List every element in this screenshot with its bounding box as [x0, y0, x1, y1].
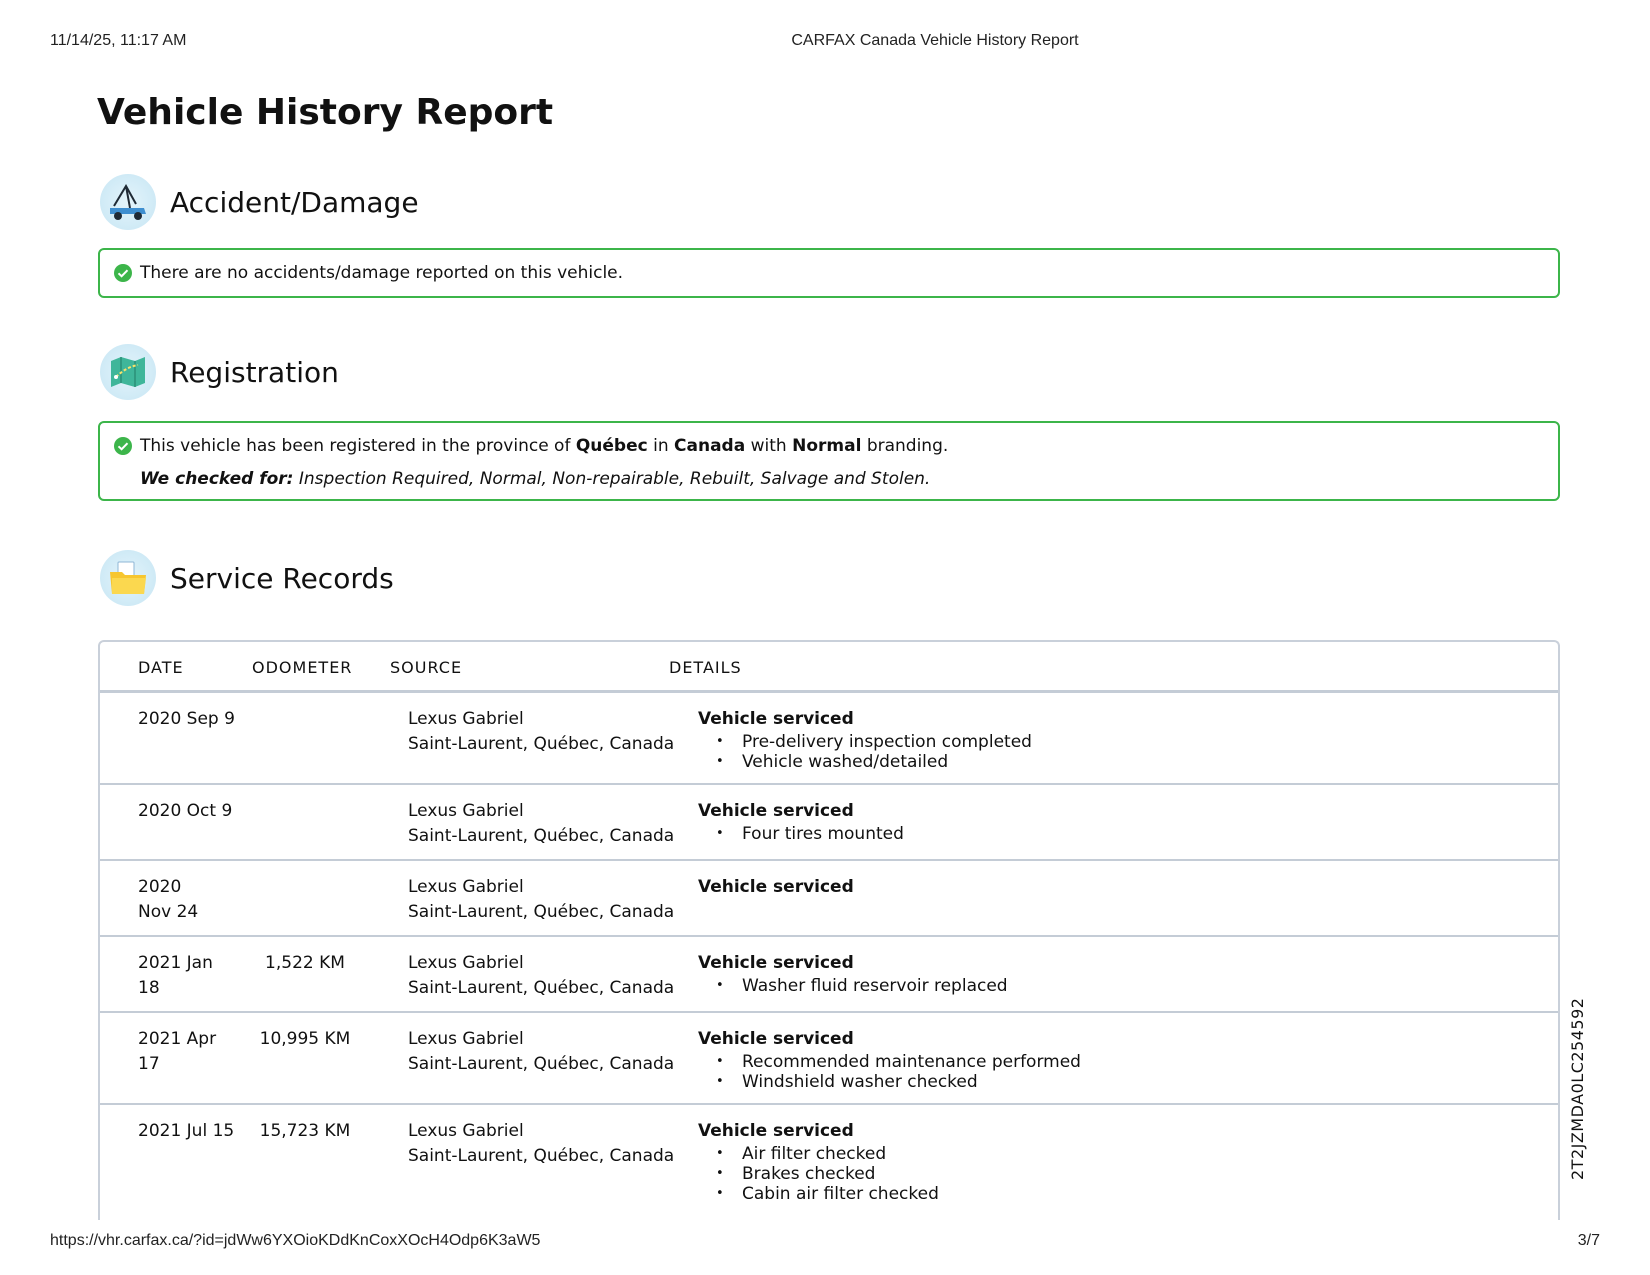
- registration-section-title: Registration: [170, 355, 339, 389]
- check-circle-icon: [114, 264, 132, 282]
- row-details: Vehicle serviced • Air filter checked • Brakes checked • Cabin air filter checked: [698, 1119, 1298, 1204]
- check-circle-icon: [114, 437, 132, 455]
- map-icon: [100, 344, 156, 400]
- table-row: [100, 693, 1558, 785]
- service-section-title: Service Records: [170, 561, 394, 595]
- detail-item: • Recommended maintenance performed: [698, 1052, 1298, 1072]
- detail-item: • Pre-delivery inspection completed: [698, 732, 1298, 752]
- vin-side-label: 2T2JZMDA0LC254592: [1568, 997, 1587, 1180]
- row-date: 2020 Sep 9: [138, 709, 235, 729]
- print-page-number: 3/7: [1577, 1232, 1600, 1249]
- report-title: Vehicle History Report: [97, 92, 554, 133]
- tow-truck-icon: [100, 174, 156, 230]
- detail-item: • Cabin air filter checked: [698, 1184, 1298, 1204]
- registration-message: This vehicle has been registered in the province of Québec in Canada with Normal branding.: [140, 436, 949, 456]
- service-section-header: [100, 548, 394, 608]
- table-row: [100, 1105, 1558, 1220]
- table-row: [100, 1013, 1558, 1105]
- registration-branding: Normal: [792, 436, 862, 456]
- accident-message: There are no accidents/damage reported on this vehicle.: [140, 263, 624, 283]
- detail-item: • Four tires mounted: [698, 824, 1298, 844]
- row-date: 2021 Jul 15: [138, 1121, 235, 1141]
- registration-country: Canada: [674, 436, 746, 456]
- table-row: [100, 785, 1558, 861]
- print-url[interactable]: https://vhr.carfax.ca/?id=jdWw6YXOioKDdKnCoxXOcH4Odp6K3aW5: [50, 1232, 541, 1249]
- service-records-table: [98, 640, 1560, 1220]
- accident-status-box: [98, 248, 1560, 298]
- detail-item: • Brakes checked: [698, 1164, 1298, 1184]
- header-odometer: ODOMETER: [252, 658, 353, 677]
- print-page-title: CARFAX Canada Vehicle History Report: [791, 32, 1079, 49]
- accident-section-title: Accident/Damage: [170, 185, 419, 219]
- folder-icon: [100, 550, 156, 606]
- row-source: Lexus Gabriel Saint-Laurent, Québec, Canada: [408, 709, 675, 754]
- header-date: DATE: [138, 658, 184, 677]
- accident-section-header: [100, 172, 419, 232]
- table-header-row: [100, 642, 1558, 693]
- table-row: [100, 861, 1558, 937]
- row-odometer: 10,995 KM: [259, 1029, 351, 1049]
- detail-item: • Vehicle washed/detailed: [698, 752, 1298, 772]
- row-odometer: 1,522 KM: [265, 953, 345, 973]
- row-date: 2020 Oct 9: [138, 801, 233, 821]
- header-details: DETAILS: [669, 658, 742, 677]
- row-details: Vehicle serviced: [698, 877, 854, 897]
- row-source: Lexus Gabriel Saint-Laurent, Québec, Canada: [408, 953, 675, 998]
- table-row: [100, 937, 1558, 1013]
- registration-checked-for: We checked for: Inspection Required, Normal, Non-repairable, Rebuilt, Salvage and Stolen.: [140, 469, 931, 489]
- header-source: SOURCE: [390, 658, 463, 677]
- registration-section-header: [100, 342, 339, 402]
- detail-item: • Windshield washer checked: [698, 1072, 1298, 1092]
- row-date: 2020 Nov 24: [138, 877, 199, 922]
- row-source: Lexus Gabriel Saint-Laurent, Québec, Canada: [408, 1029, 675, 1074]
- row-date: 2021 Apr 17: [138, 1029, 217, 1074]
- row-source: Lexus Gabriel Saint-Laurent, Québec, Canada: [408, 1121, 675, 1166]
- row-details: Vehicle serviced • Washer fluid reservoir replaced: [698, 951, 1298, 996]
- row-details: Vehicle serviced • Pre-delivery inspection completed • Vehicle washed/detailed: [698, 707, 1298, 772]
- row-odometer: 15,723 KM: [259, 1121, 351, 1141]
- row-details: Vehicle serviced • Four tires mounted: [698, 799, 1298, 844]
- detail-item: • Air filter checked: [698, 1144, 1298, 1164]
- row-date: 2021 Jan 18: [138, 953, 213, 998]
- registration-status-box: [98, 421, 1560, 501]
- registration-province: Québec: [575, 436, 648, 456]
- row-details: Vehicle serviced • Recommended maintenance performed • Windshield washer checked: [698, 1027, 1298, 1092]
- row-source: Lexus Gabriel Saint-Laurent, Québec, Canada: [408, 801, 675, 846]
- row-source: Lexus Gabriel Saint-Laurent, Québec, Canada: [408, 877, 675, 922]
- print-datetime: 11/14/25, 11:17 AM: [50, 32, 187, 49]
- detail-item: • Washer fluid reservoir replaced: [698, 976, 1298, 996]
